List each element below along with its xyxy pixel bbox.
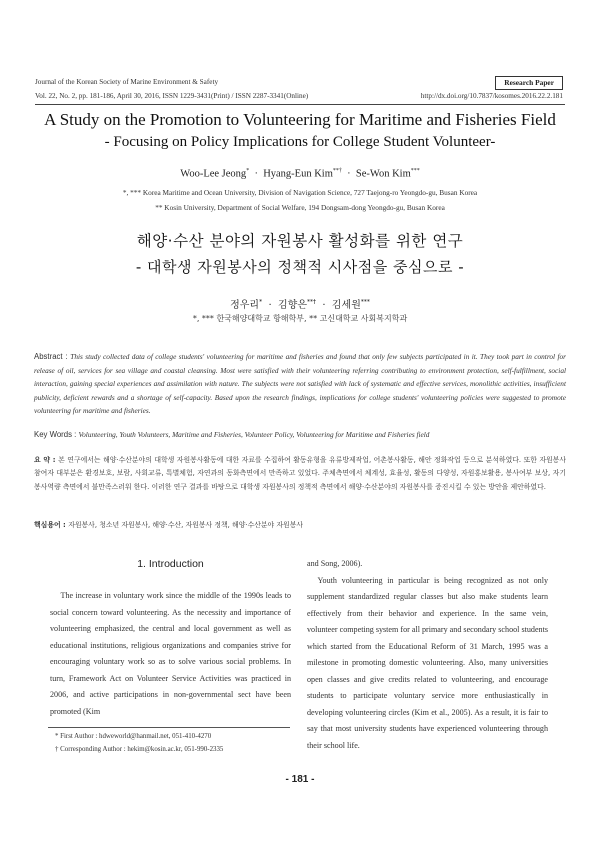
body-paragraph: The increase in voluntary work since the middle of the 1990s leads to social concern toward volunteering. As the necessity and importance of volunteering emphasized, the central and local government as well as educational institutions, religious organizations and companies strive for encouraging voluntary work so as to solve various social problems. In turn, Framework Act on Volunteer Service Activities was practiced in 2006, and active participations in non-governmental sect have been promoted (Kim [50,591,291,716]
authors-english [0,168,600,180]
journal-header [35,76,565,106]
section-heading: 1. Introduction [137,558,204,570]
authors-korean [0,296,600,311]
author-name: Se-Won Kim [355,168,411,180]
keywords-ko-text: 자원봉사, 청소년 자원봉사, 해양·수산, 자원봉사 정책, 해양·수산분야 자원봉사 [68,521,304,529]
abstract-text: This study collected data of college students' volunteering for maritime and fisheries and found that only few subjects participated in it. They took part in control for release of oil, services for sea village and coastal cleansing. Most were satisfied with their volunteering referring contributing to environment protection, self-fulfillment, social interaction, gaining special experiences and assimilation with nature. The subjects were not satisfied with lack of systematic and effective services, monolithic activities, insufficient publicity, deficient rewards and a shortage of self-capacity. Based upon the research findings, implications for college students' volunteering policies were suggested to promote volunteering for maritime and fisheries. [34,352,566,416]
author-mark: **† [332,168,342,174]
header-rule [35,104,565,105]
abstract-label: Abstract : [34,352,71,361]
keywords-ko-label: 핵심용어 : [34,521,69,529]
author-mark: **† [306,298,316,306]
footnotes [55,731,223,756]
journal-name: Journal of the Korean Society of Marine Environment & Safety [35,78,219,86]
keywords-english [34,430,566,439]
author-separator: · [254,168,258,180]
body-paragraph: Youth volunteering in particular is being recognized as not only supplement standardized regular classes but also make students learn effectively from their behavior and experience. In the same vein, volunteer competing system for all primary and secondary school students which started from the Educational Reform of 31 March, 1995 was a milestone in promoting domestic volunteering. Also, many universities open classes and give credits related to volunteering, and encourage students to participate voluntary service more enthusiastically in developing volunteering circles (Kim et al., 2005). As a result, it is fair to say that most university students have experienced volunteering through their school life. [307,575,548,750]
author-mark: *** [410,168,420,174]
keywords-korean [34,519,566,529]
abstract-korean [34,454,566,494]
abstract-english [34,350,566,418]
page-number: - 181 - [285,774,315,785]
footnote-corresponding-author: † Corresponding Author : hekim@kosin.ac.kr, 051-990-2335 [55,745,224,753]
affiliation-korean: *, *** 한국해양대학교 항해학부, ** 고신대학교 사회복지학과 [192,314,408,323]
body-column-right [307,556,548,754]
author-name: 김세원 [331,300,361,311]
author-name: 김향은 [278,300,307,311]
subtitle-english: - Focusing on Policy Implications for College Student Volunteer- [104,134,496,150]
author-mark: * [246,168,250,174]
affiliation-english: ** Kosin University, Department of Social Welfare, 194 Dongsam-dong Yeongdo-gu, Busan Korea [155,203,445,212]
subtitle-korean: - 대학생 자원봉사의 정책적 시사점을 중심으로 - [135,258,465,276]
doi-link[interactable]: http://dx.doi.org/10.7837/kosomes.2016.22.2.181 [420,92,563,100]
author-name: Hyang-Eun Kim [263,168,333,180]
author-separator: · [322,300,326,311]
author-separator: · [268,300,272,311]
paper-type-badge: Research Paper [495,76,563,90]
author-mark: *** [360,298,370,306]
volume-info: Vol. 22, No. 2, pp. 181-186, April 30, 2016, ISSN 1229-3431(Print) / ISSN 2287-3341(Online) [35,92,309,100]
author-name: 정우리 [230,300,260,311]
abstract-ko-text: 본 연구에서는 해양·수산분야의 대학생 자원봉사활동에 대한 자료를 수집하여 활동유형을 유류방제작업, 어촌봉사활동, 해안 정화작업 등으로 분석하였다. 또한 자원봉사 참여자 대부분은 환경보호, 보람, 사회교류, 특별체험, 자연과의 동화측면에서 만족하고 있었다. 주체측면에서 체계성, 효율성, 활동의 다양성, 자원홍보활용, 봉사여부 보상, 자기봉사역량 측면에서 불만족스러워 한다. 이러한 연구 결과를 바탕으로 대학생 자원봉사의 정책적 측면에서 해양·수산분야의 자원봉사를 증진시킬 수 있는 방안을 제안하였다. [34,456,566,491]
abstract-ko-label: 요 약 : [34,456,59,464]
author-separator: · [347,168,351,180]
title-korean: 해양·수산 분야의 자원봉사 활성화를 위한 연구 [136,232,464,250]
footnote-first-author: * First Author : hdweworld@hanmail.net, 051-410-4270 [55,733,212,740]
title-english: A Study on the Promotion to Volunteering for Maritime and Fisheries Field [44,110,556,129]
keywords-label: Key Words : [34,430,79,439]
author-name: Woo-Lee Jeong [180,168,247,180]
keywords-text: Volunteering, Youth Volunteers, Maritime and Fisheries, Volunteer Policy, Volunteering for Maritime and Fisheries field [78,430,430,439]
body-column-left [50,556,291,720]
footnote-rule [48,727,290,728]
body-paragraph: and Song, 2006). [307,559,363,568]
author-mark: * [259,298,263,306]
affiliation-english: *, *** Korea Maritime and Ocean University, Division of Navigation Science, 727 Taejong-ro Yeongdo-gu, Busan Korea [122,188,478,197]
